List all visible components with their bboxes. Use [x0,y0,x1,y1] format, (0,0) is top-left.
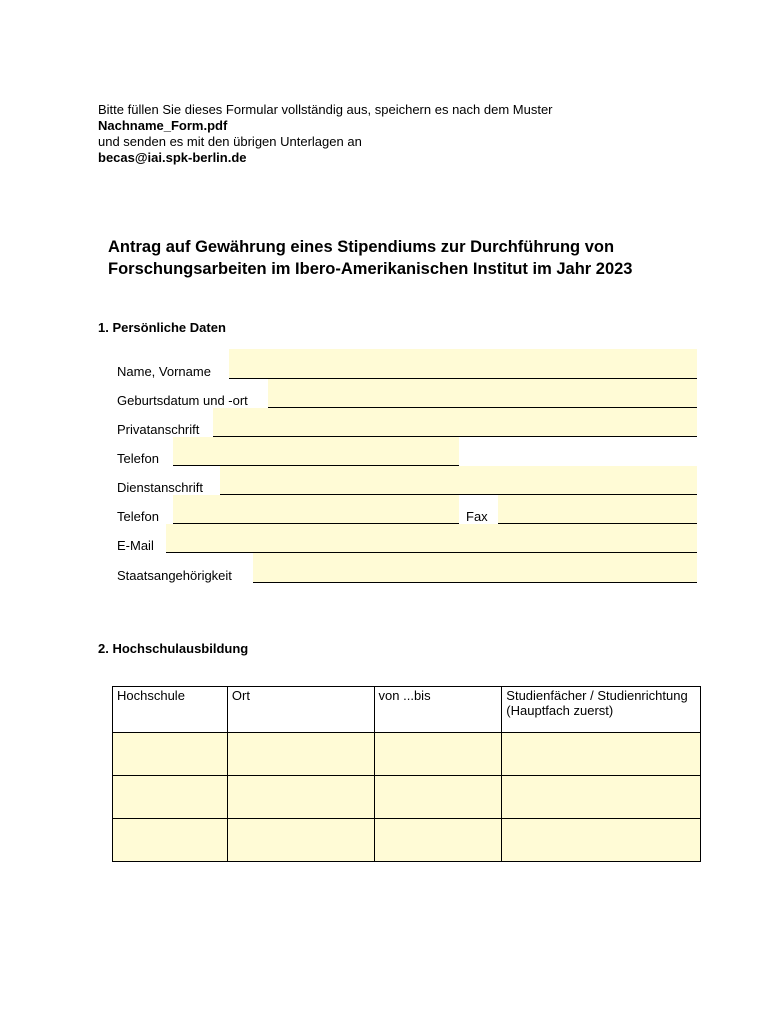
intro-email: becas@iai.spk-berlin.de [98,150,247,165]
office-phone-label: Telefon [117,509,159,524]
intro-line-1: Bitte füllen Sie dieses Formular vollständig aus, speichern es nach dem Muster [98,102,553,117]
email-label: E-Mail [117,538,154,553]
education-table [112,686,701,862]
column-header-location: Ort [227,687,374,733]
university-cell[interactable] [113,733,228,776]
form-title-line-1: Antrag auf Gewährung eines Stipendiums zur Durchführung von [108,238,615,256]
office-address-field[interactable] [220,466,697,495]
nationality-field[interactable] [253,553,697,583]
phone-label: Telefon [117,451,159,466]
table-row [113,733,701,776]
location-cell[interactable] [227,733,374,776]
office-phone-field[interactable] [173,495,459,524]
university-cell[interactable] [113,819,228,862]
location-cell[interactable] [227,819,374,862]
subjects-cell[interactable] [502,776,701,819]
university-cell[interactable] [113,776,228,819]
column-header-university: Hochschule [113,687,228,733]
column-header-subjects: Studienfächer / Studienrichtung (Hauptfach zuerst) [502,687,701,733]
form-title-line-2: Forschungsarbeiten im Ibero-Amerikanischen Institut im Jahr 2023 [108,260,633,278]
form-title [108,236,632,280]
fax-field[interactable] [498,495,697,524]
section-heading-personal: 1. Persönliche Daten [98,320,226,335]
birth-field[interactable] [268,379,697,408]
intro-instructions [98,102,553,166]
intro-line-3: und senden es mit den übrigen Unterlagen an [98,134,362,149]
phone-field[interactable] [173,437,459,466]
location-cell[interactable] [227,776,374,819]
period-cell[interactable] [374,776,502,819]
table-header-row [113,687,701,733]
office-address-label: Dienstanschrift [117,480,203,495]
nationality-label: Staatsangehörigkeit [117,568,232,583]
table-row [113,776,701,819]
period-cell[interactable] [374,819,502,862]
period-cell[interactable] [374,733,502,776]
name-label: Name, Vorname [117,364,211,379]
subjects-cell[interactable] [502,819,701,862]
column-header-period: von ...bis [374,687,502,733]
birth-label: Geburtsdatum und -ort [117,393,248,408]
table-row [113,819,701,862]
email-field[interactable] [166,524,697,553]
address-label: Privatanschrift [117,422,200,437]
section-heading-education: 2. Hochschulausbildung [98,641,249,656]
address-field[interactable] [213,408,697,437]
intro-filename: Nachname_Form.pdf [98,118,228,133]
fax-label: Fax [466,509,488,524]
name-field[interactable] [229,349,697,379]
subjects-cell[interactable] [502,733,701,776]
